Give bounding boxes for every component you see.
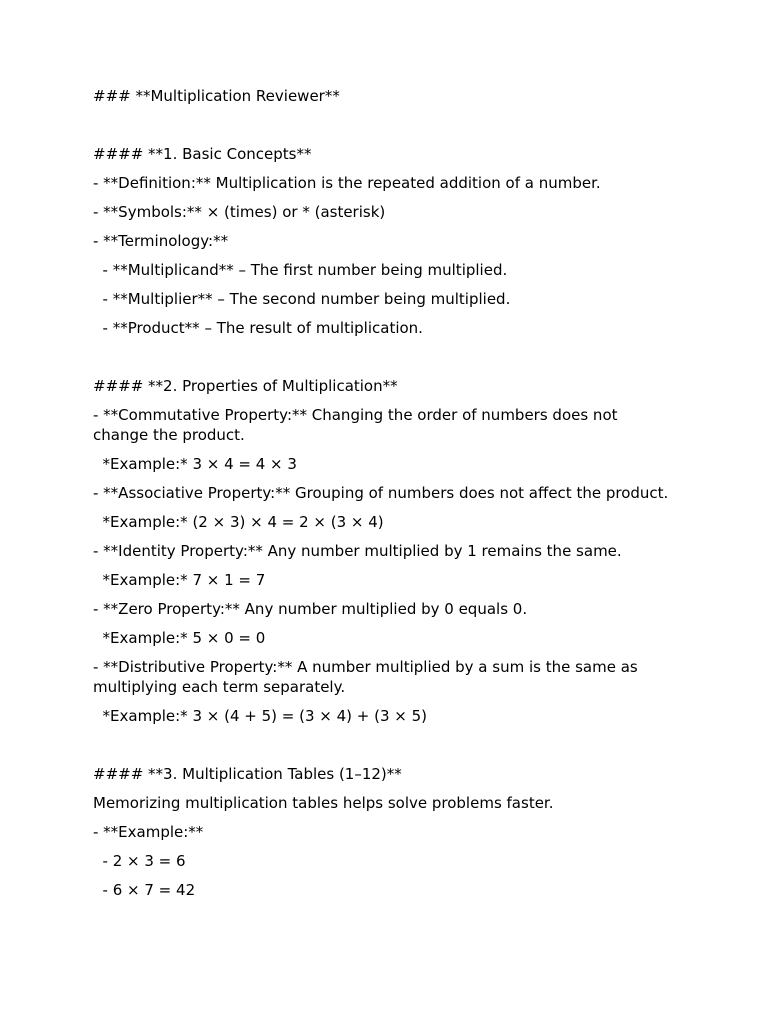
text-line: - 2 × 3 = 6: [93, 852, 186, 870]
text-line: - **Product** – The result of multiplication.: [93, 319, 423, 337]
text-line: - 6 × 7 = 42: [93, 881, 196, 899]
text-line: - **Multiplier** – The second number being multiplied.: [93, 290, 511, 308]
section-heading: #### **1. Basic Concepts**: [93, 145, 312, 163]
text-line: - **Example:**: [93, 823, 204, 841]
text-line: - **Zero Property:** Any number multiplied by 0 equals 0.: [93, 600, 528, 618]
text-line: - **Definition:** Multiplication is the repeated addition of a number.: [93, 174, 601, 192]
text-line: *Example:* 3 × 4 = 4 × 3: [93, 455, 297, 473]
section-tables: [93, 764, 673, 900]
document-title: ### **Multiplication Reviewer**: [93, 87, 340, 105]
text-line: - **Identity Property:** Any number multiplied by 1 remains the same.: [93, 542, 622, 560]
text-line: *Example:* 3 × (4 + 5) = (3 × 4) + (3 × 5): [93, 707, 427, 725]
text-line: - **Terminology:**: [93, 232, 229, 250]
text-line: - **Distributive Property:** A number multiplied by a sum is the same as multiplying each term separately.: [93, 658, 643, 696]
text-line: *Example:* 7 × 1 = 7: [93, 571, 266, 589]
text-line: *Example:* 5 × 0 = 0: [93, 629, 266, 647]
text-line: - **Associative Property:** Grouping of numbers does not affect the product.: [93, 484, 669, 502]
text-line: Memorizing multiplication tables helps solve problems faster.: [93, 794, 554, 812]
text-line: - **Multiplicand** – The first number being multiplied.: [93, 261, 508, 279]
section-properties: [93, 376, 673, 726]
document-body: [93, 86, 673, 909]
section-basic-concepts: [93, 144, 673, 338]
section-heading: #### **2. Properties of Multiplication**: [93, 377, 398, 395]
text-line: *Example:* (2 × 3) × 4 = 2 × (3 × 4): [93, 513, 384, 531]
text-line: - **Commutative Property:** Changing the order of numbers does not change the product.: [93, 406, 623, 444]
text-line: - **Symbols:** × (times) or * (asterisk): [93, 203, 386, 221]
section-heading: #### **3. Multiplication Tables (1–12)**: [93, 765, 402, 783]
